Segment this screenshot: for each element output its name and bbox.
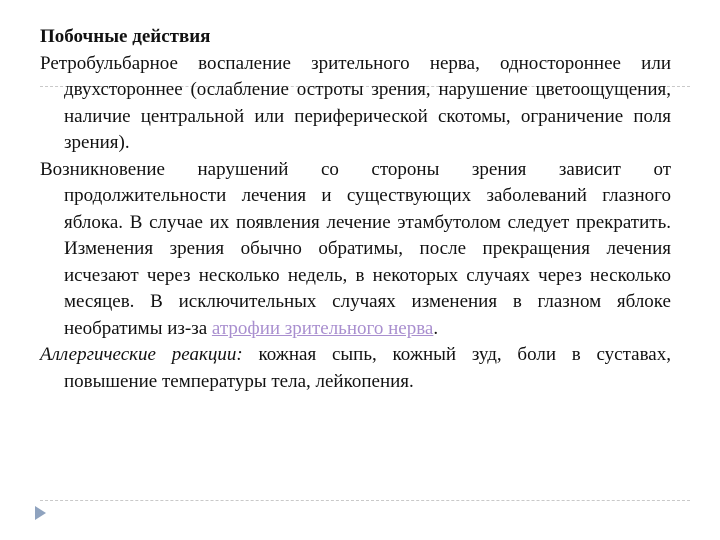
paragraph-optic-neuritis: Ретробульбарное воспаление зрительного нерва, одностороннее или двухстороннее (ослабление остроты зрения, нарушение цветоощущения, наличие центральной или периферической скотомы, ограничение поля зрения). — [40, 52, 671, 153]
paragraph-end: . — [433, 317, 439, 339]
paragraph-allergic-reactions — [40, 342, 671, 395]
allergic-reactions-text: кожная сыпь, кожный зуд, боли в суставах, повышение температуры тела, лейкопения. — [64, 344, 671, 392]
optic-atrophy-link[interactable]: атрофии зрительного нерва — [211, 317, 434, 339]
paragraph-vision-disorders-text: Возникновение нарушений со стороны зрения зависит от продолжительности лечения и существующих заболеваний глазного яблока. В случае их появления лечение этамбутолом следует прекратить. Изменения зрения обычно обратимы, после прекращения лечения исчезают через несколько недель, в некоторых случаях через несколько месяцев. В исключительных случаях изменения в глазном яблоке необратимы из-за — [40, 158, 671, 339]
bottom-divider — [40, 500, 690, 501]
allergic-reactions-label: Аллергические реакции: — [40, 344, 243, 365]
triangle-bullet-icon — [35, 506, 46, 520]
slide-content — [40, 24, 671, 395]
paragraph-vision-disorders — [40, 157, 671, 343]
slide-heading: Побочные действия — [40, 26, 211, 47]
